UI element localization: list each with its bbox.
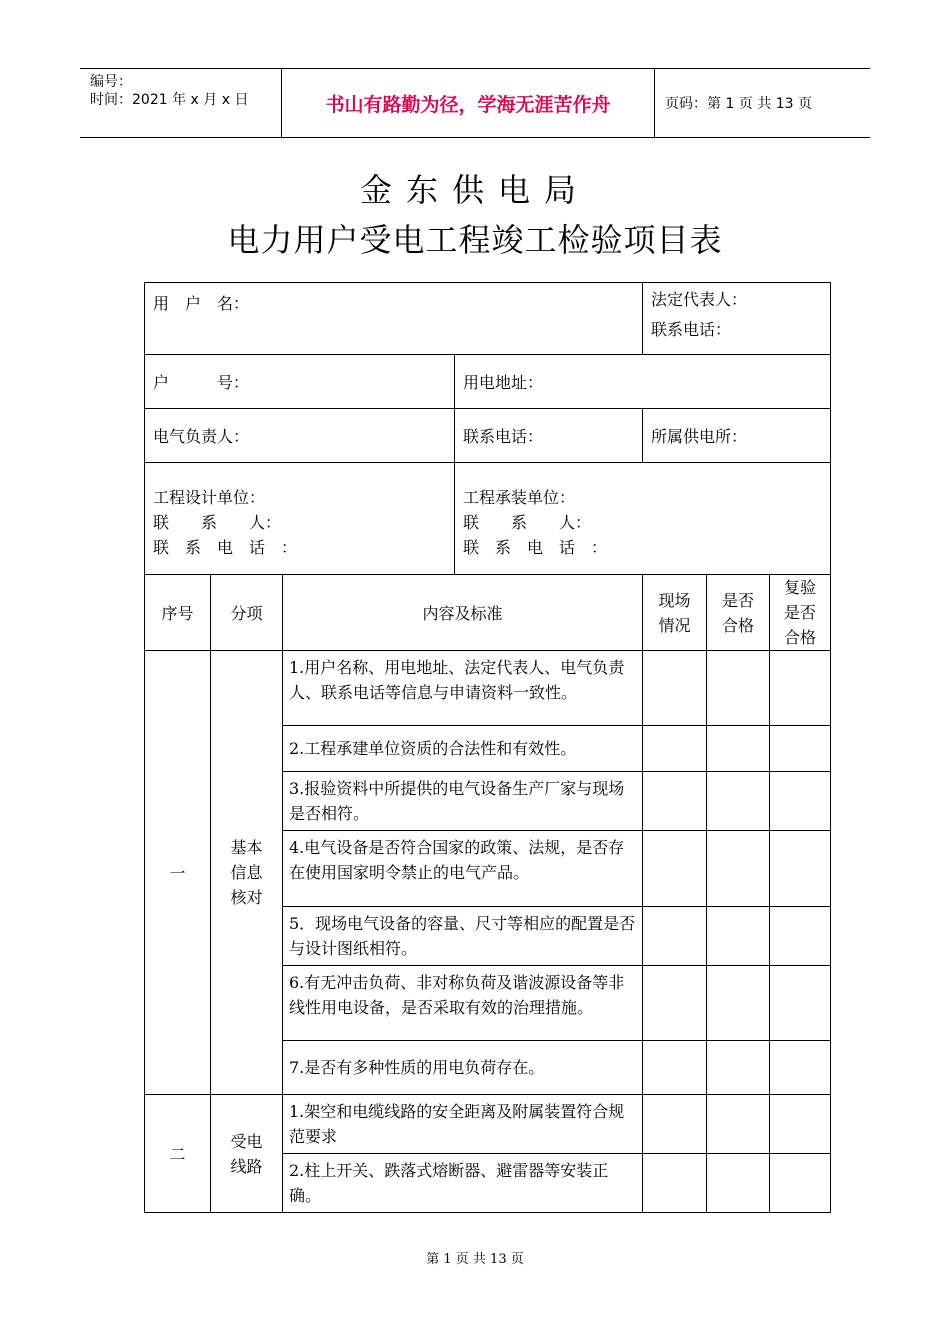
check-item: 6.有无冲击负荷、非对称负荷及谐波源设备等非线性用电设备，是否采取有效的治理措施。 xyxy=(283,966,643,1041)
address-label: 用电地址： xyxy=(463,373,544,392)
inspection-form xyxy=(144,282,831,1213)
check-item: 5．现场电气设备的容量、尺寸等相应的配置是否与设计图纸相符。 xyxy=(283,907,643,966)
account-no-label: 户 号： xyxy=(153,373,250,392)
account-no-cell xyxy=(145,355,455,409)
station-label: 所属供电所： xyxy=(651,427,748,446)
electrical-head-label: 电气负责人： xyxy=(153,427,250,446)
design-unit-label: 工程设计单位： xyxy=(153,488,266,507)
design-unit-cell xyxy=(145,463,455,575)
recheck-cell[interactable] xyxy=(770,1154,831,1213)
col-header-seq: 序号 xyxy=(145,575,211,651)
title-form: 电力用户受电工程竣工检验项目表 xyxy=(227,221,723,259)
recheck-cell[interactable] xyxy=(770,831,831,907)
user-name-cell xyxy=(145,283,643,355)
contact-phone2-cell xyxy=(455,409,643,463)
recheck-cell[interactable] xyxy=(770,772,831,831)
header-motto: 书山有路勤为径，学海无涯苦作舟 xyxy=(281,69,655,137)
pass-cell[interactable] xyxy=(707,726,770,772)
recheck-cell[interactable] xyxy=(770,907,831,966)
title-org: 金东供电局 xyxy=(359,171,590,209)
pass-cell[interactable] xyxy=(707,831,770,907)
install-phone-label: 联 系 电 话 ： xyxy=(463,538,608,557)
check-item: 7.是否有多种性质的用电负荷存在。 xyxy=(283,1041,643,1095)
install-unit-label: 工程承装单位： xyxy=(463,488,576,507)
pass-cell[interactable] xyxy=(707,907,770,966)
design-phone-label: 联 系 电 话 ： xyxy=(153,538,298,557)
address-cell xyxy=(455,355,831,409)
check-item: 2.柱上开关、跌落式熔断器、避雷器等安装正确。 xyxy=(283,1154,643,1213)
user-name-label: 用 户 名： xyxy=(153,294,250,313)
install-unit-cell xyxy=(455,463,831,575)
check-item: 1.架空和电缆线路的安全距离及附属装置符合规范要求 xyxy=(283,1095,643,1154)
time-label: 时间：2021 年 x 月 x 日 xyxy=(90,92,249,108)
site-cell[interactable] xyxy=(643,1095,707,1154)
site-cell[interactable] xyxy=(643,772,707,831)
col-header-recheck: 复验是否合格 xyxy=(770,575,831,651)
contact-phone-label: 联系电话： xyxy=(651,320,732,339)
pass-cell[interactable] xyxy=(707,1041,770,1095)
site-cell[interactable] xyxy=(643,1154,707,1213)
section-category: 基本信息核对 xyxy=(211,651,283,1095)
section-seq: 一 xyxy=(145,651,211,1095)
pass-cell[interactable] xyxy=(707,966,770,1041)
install-contact-label: 联 系 人： xyxy=(463,513,592,532)
section-seq: 二 xyxy=(145,1095,211,1213)
table-row xyxy=(145,1095,831,1154)
site-cell[interactable] xyxy=(643,651,707,726)
col-header-pass: 是否合格 xyxy=(707,575,770,651)
site-cell[interactable] xyxy=(643,831,707,907)
table-row xyxy=(145,651,831,726)
electrical-head-cell xyxy=(145,409,455,463)
design-contact-label: 联 系 人： xyxy=(153,513,282,532)
pass-cell[interactable] xyxy=(707,1154,770,1213)
number-label: 编号： xyxy=(90,74,132,90)
check-item: 4.电气设备是否符合国家的政策、法规，是否存在使用国家明令禁止的电气产品。 xyxy=(283,831,643,907)
pass-cell[interactable] xyxy=(707,1095,770,1154)
contact-phone2-label: 联系电话： xyxy=(463,427,544,446)
recheck-cell[interactable] xyxy=(770,651,831,726)
station-cell xyxy=(643,409,831,463)
col-header-content: 内容及标准 xyxy=(283,575,643,651)
pass-cell[interactable] xyxy=(707,772,770,831)
header-meta xyxy=(80,69,280,137)
legal-rep-label: 法定代表人： xyxy=(651,290,748,309)
page-footer: 第 1 页 共 13 页 xyxy=(426,1252,524,1267)
site-cell[interactable] xyxy=(643,726,707,772)
header-page-info: 页码：第 1 页 共 13 页 xyxy=(665,96,812,112)
recheck-cell[interactable] xyxy=(770,966,831,1041)
check-item: 3.报验资料中所提供的电气设备生产厂家与现场是否相符。 xyxy=(283,772,643,831)
document-header xyxy=(80,68,870,138)
check-item: 2.工程承建单位资质的合法性和有效性。 xyxy=(283,726,643,772)
site-cell[interactable] xyxy=(643,907,707,966)
site-cell[interactable] xyxy=(643,966,707,1041)
pass-cell[interactable] xyxy=(707,651,770,726)
col-header-site: 现场情况 xyxy=(643,575,707,651)
recheck-cell[interactable] xyxy=(770,1041,831,1095)
site-cell[interactable] xyxy=(643,1041,707,1095)
legal-rep-cell xyxy=(643,283,831,355)
recheck-cell[interactable] xyxy=(770,726,831,772)
section-category: 受电线路 xyxy=(211,1095,283,1213)
check-item: 1.用户名称、用电地址、法定代表人、电气负责人、联系电话等信息与申请资料一致性。 xyxy=(283,651,643,726)
recheck-cell[interactable] xyxy=(770,1095,831,1154)
col-header-category: 分项 xyxy=(211,575,283,651)
